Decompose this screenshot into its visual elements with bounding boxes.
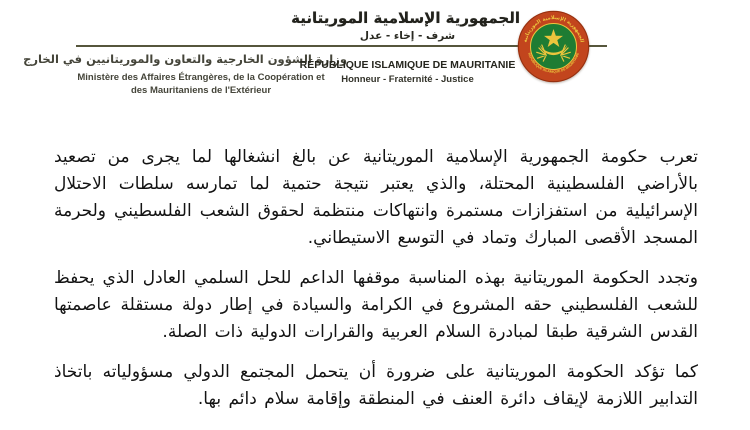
statement-body [54, 144, 698, 413]
ministry-name-french-line1: Ministère des Affaires Étrangères, de la Coopération et [77, 72, 325, 83]
republic-motto-french: Honneur - Fraternité - Justice [341, 74, 474, 85]
republic-motto-arabic: شرف - إخاء - عدل [359, 30, 456, 42]
republic-block [291, 9, 520, 86]
statement-paragraph-1: تعرب حكومة الجمهورية الإسلامية الموريتانية عن بالغ انشغالها لما يجرى من تصعيد بالأراضي الفلسطينية المحتلة، والذي يعتبر نتيجة حتمية لما تمارسه سلطات الاحتلال الإسرائيلية من استفزازات مستمرة وانتهاكات منتظمة لحقوق الشعب الفلسطيني ولحرمة المسجد الأقصى المبارك وتماد في التوسع الاستيطاني. [54, 147, 698, 248]
statement-paragraph-2: وتجدد الحكومة الموريتانية بهذه المناسبة موقفها الداعم للحل السلمي العادل الذي يحفظ للشعب الفلسطيني حقه المشروع في الكرامة والسيادة في إطار دولة مستقلة عاصمتها القدس الشرقية طبقا لمبادرة السلام العربية والقرارات الدولية ذات الصلة. [54, 268, 698, 342]
ministry-name-arabic: وزارة الشؤون الخارجية والتعاون والموريتانيين في الخارج [23, 52, 347, 66]
seal-ring-text-bottom: REPUBLIQUE ISLAMIQUE DE MAURITANIE [527, 52, 580, 74]
republic-title-arabic: الجمهورية الإسلامية الموريتانية [291, 9, 520, 27]
statement-paragraph-3: كما تؤكد الحكومة الموريتانية على ضرورة أن يتحمل المجتمع الدولي مسؤولياته باتخاذ التدابير اللازمة لإيقاف دائرة العنف في المنطقة وإقامة سلام دائم بها. [54, 362, 698, 409]
ministry-name-french-line2: des Mauritaniens de l'Extérieur [130, 85, 272, 96]
mauritania-national-emblem-icon [517, 10, 590, 83]
republic-title-french: RÉPUBLIQUE ISLAMIQUE DE MAURITANIE [299, 59, 516, 71]
seal-ring-text-top: الجمهورية الإسلامية الموريتانية [522, 15, 585, 44]
